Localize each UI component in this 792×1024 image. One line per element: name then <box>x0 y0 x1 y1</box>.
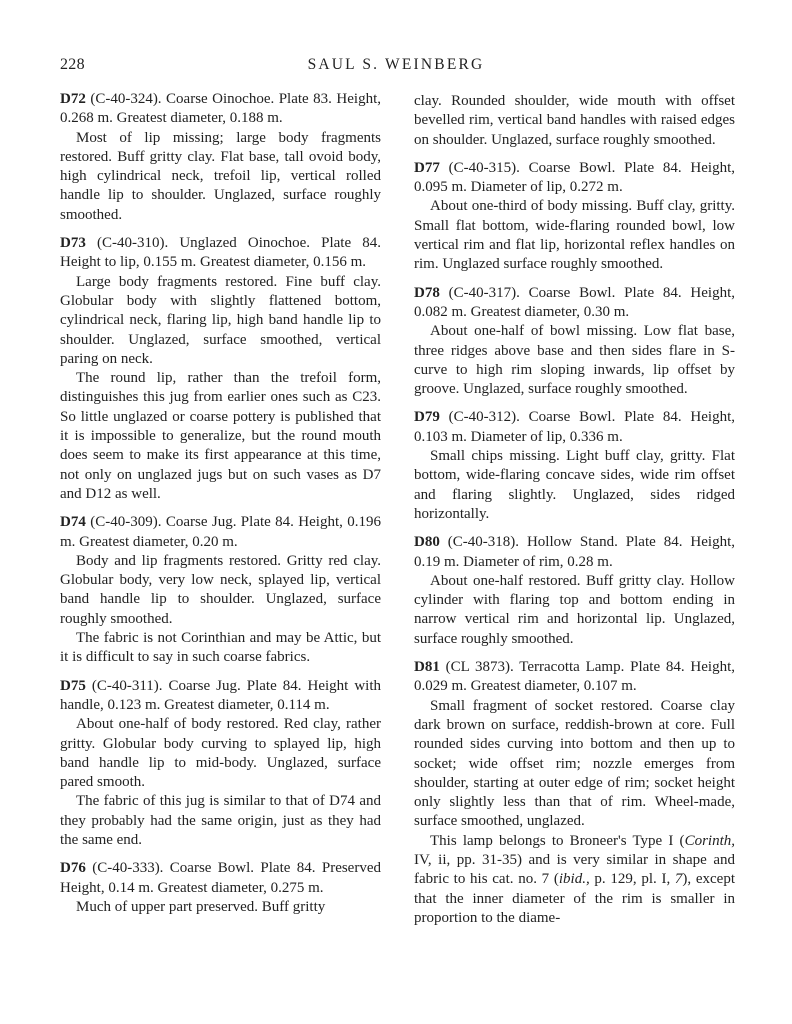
entry-description: Body and lip fragments restored. Gritty red clay. Globular body, very low neck, splayed lip, vertical band handle lip to shoulder. Unglazed, surface roughly smoothed. <box>60 552 381 627</box>
page-number: 228 <box>60 56 85 73</box>
citation-title: Corinth, <box>684 832 735 849</box>
entry-description: Most of lip missing; large body fragments restored. Buff gritty clay. Flat base, tall ovoid body, high cylindrical neck, trefoil lip, vertical rolled handle lip to shoulder. Unglazed, surface roughly smoothed. <box>60 129 381 223</box>
entry-heading <box>414 658 735 697</box>
entry-heading <box>414 408 735 447</box>
entry-heading-text: (C-40-312). Coarse Bowl. Plate 84. Height, 0.103 m. Diameter of lip, 0.336 m. <box>414 409 735 445</box>
entry-heading-text: (C-40-318). Hollow Stand. Plate 84. Height, 0.19 m. Diameter of rim, 0.28 m. <box>414 534 735 570</box>
catalog-entry-d73 <box>60 234 381 504</box>
entry-heading <box>60 677 381 716</box>
entry-heading <box>60 234 381 273</box>
catalog-entry-d80 <box>414 533 735 649</box>
entry-number: D76 <box>60 860 86 877</box>
entry-heading-text: (C-40-317). Coarse Bowl. Plate 84. Height, 0.082 m. Greatest diameter, 0.30 m. <box>414 284 735 320</box>
commentary-text: ), except that the inner diameter of the rim is smaller in proportion to the diame- <box>414 871 735 926</box>
catalog-entry-d81 <box>414 658 735 928</box>
citation-figure: 7 <box>674 871 683 888</box>
entry-description: Small chips missing. Light buff clay, gritty. Flat bottom, wide-flaring concave sides, wide rim offset and flaring slightly. Unglazed, sides ridged horizontally. <box>414 448 735 522</box>
entry-description-start: Much of upper part preserved. Buff gritty <box>76 898 326 915</box>
catalog-entry-d78 <box>414 284 735 400</box>
entry-heading-text: (C-40-311). Coarse Jug. Plate 84. Height with handle, 0.123 m. Greatest diameter, 0.114 m. <box>60 677 381 713</box>
catalog-entry-d76 <box>60 859 381 917</box>
entry-number: D81 <box>414 659 440 676</box>
entry-number: D74 <box>60 514 86 531</box>
catalog-entry-d72 <box>60 90 381 225</box>
commentary-text: IV, ii, pp. 31-35) and is very similar in shape and fabric to his cat. no. 7 ( <box>414 851 735 888</box>
catalog-entry-d77 <box>414 159 735 275</box>
entry-heading <box>414 533 735 572</box>
left-column <box>60 90 381 926</box>
entry-description: About one-half restored. Buff gritty clay. Hollow cylinder with flaring top and bottom ending in narrow vertical rim and horizontal lip. Unglazed, surface roughly smoothed. <box>414 572 735 647</box>
entry-description: About one-half of bowl missing. Low flat base, three ridges above base and then sides flare in S-curve to high rim sloping inwards, lip offset by groove. Unglazed, surface roughly smoothed. <box>414 323 735 398</box>
commentary-text: This lamp belongs to Broneer's Type I ( <box>430 832 685 849</box>
entry-heading-text: (CL 3873). Terracotta Lamp. Plate 84. Height, 0.029 m. Greatest diameter, 0.107 m. <box>414 659 735 695</box>
entry-description: Large body fragments restored. Fine buff clay. Globular body with slightly flattened bottom, cylindrical neck, flaring lip, high band handle lip to shoulder. Unglazed, surface smoothed, vertical paring on neck. <box>60 273 381 367</box>
entry-description: About one-half of body restored. Red clay, rather gritty. Globular body curving to splayed lip, high band handle lip to mid-body. Unglazed, surface pared smooth. <box>60 716 381 791</box>
entry-commentary: The round lip, rather than the trefoil form, distinguishes this jug from earlier ones such as C23. So little unglazed or coarse pottery is published that it is impossible to generalize, but the round mouth does seem to make its first appearance at this time, not only on unglazed jugs but on such vases as D7 and D12 as well. <box>60 370 381 502</box>
entry-commentary <box>414 832 735 928</box>
entry-heading-text: (C-40-315). Coarse Bowl. Plate 84. Height, 0.095 m. Diameter of lip, 0.272 m. <box>414 159 735 196</box>
entry-heading <box>60 90 381 129</box>
entry-heading <box>60 513 381 552</box>
running-title: SAUL S. WEINBERG <box>307 56 485 73</box>
entry-heading <box>60 859 381 898</box>
commentary-text: p. 129, pl. I, <box>589 871 675 888</box>
entry-description-continued: clay. Rounded shoulder, wide mouth with offset bevelled rim, vertical band handles with raised edges on shoulder. Unglazed, surface roughly smoothed. <box>414 93 735 148</box>
entry-heading <box>414 284 735 323</box>
citation-ibid: ibid., <box>558 871 590 888</box>
catalog-entry-d76-continued <box>414 92 735 150</box>
entry-heading-text: (C-40-310). Unglazed Oinochoe. Plate 84. Height to lip, 0.155 m. Greatest diameter, 0.156 m. <box>60 235 381 271</box>
catalog-entry-d75 <box>60 677 381 851</box>
right-column <box>414 92 735 937</box>
catalog-entry-d79 <box>414 408 735 524</box>
entry-number: D80 <box>414 534 440 551</box>
entry-number: D77 <box>414 159 440 176</box>
entry-number: D75 <box>60 677 86 694</box>
entry-description: Small fragment of socket restored. Coarse clay dark brown on surface, reddish-brown at core. Full rounded sides curving into bottom and then up to socket; wide offset rim; nozzle emerges from shoulder, starting at outer edge of rim; socket height only slightly less than that of rim. Wheel-made, surface smoothed, unglazed. <box>414 697 735 830</box>
entry-number: D78 <box>414 284 440 301</box>
entry-heading <box>414 159 735 198</box>
entry-commentary: The fabric is not Corinthian and may be Attic, but it is difficult to say in such coarse fabrics. <box>60 630 381 666</box>
entry-number: D72 <box>60 91 86 107</box>
entry-number: D79 <box>414 409 440 426</box>
catalog-entry-d74 <box>60 513 381 667</box>
entry-number: D73 <box>60 235 86 252</box>
entry-heading-text: (C-40-333). Coarse Bowl. Plate 84. Preserved Height, 0.14 m. Greatest diameter, 0.275 m. <box>60 860 381 896</box>
entry-heading-text: (C-40-309). Coarse Jug. Plate 84. Height, 0.196 m. Greatest diameter, 0.20 m. <box>60 514 381 550</box>
entry-commentary: The fabric of this jug is similar to that of D74 and they probably had the same origin, just as they had the same end. <box>60 793 381 848</box>
entry-heading-text: (C-40-324). Coarse Oinochoe. Plate 83. Height, 0.268 m. Greatest diameter, 0.188 m. <box>60 91 381 127</box>
entry-description: About one-third of body missing. Buff clay, gritty. Small flat bottom, wide-flaring rounded bowl, low vertical rim and flat lip, horizontal reflex handles on rim. Unglazed surface roughly smoothed. <box>414 198 735 273</box>
